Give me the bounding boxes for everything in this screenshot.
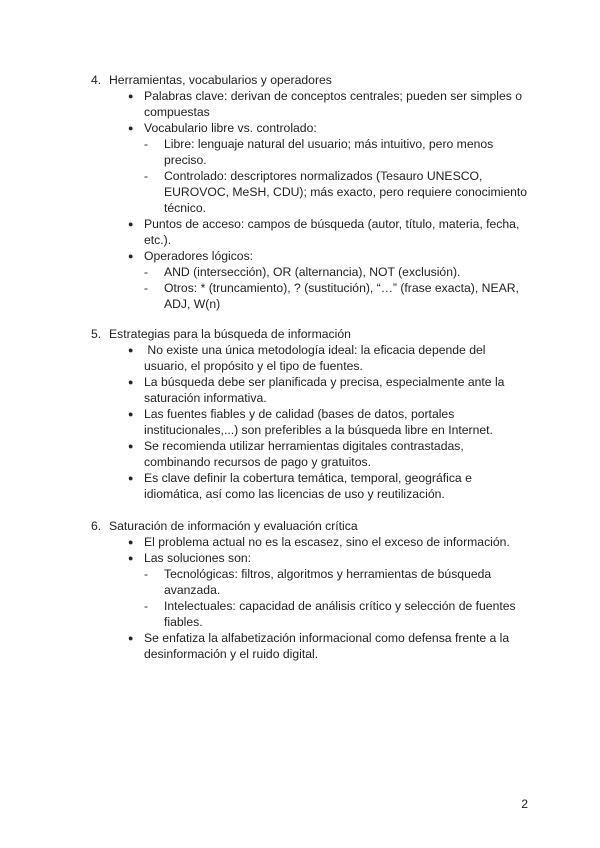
section-number: 4. [91, 73, 102, 87]
section-number: 5. [91, 327, 102, 341]
section-title: Estrategias para la búsqueda de información [109, 327, 351, 341]
dash-icon: - [144, 567, 149, 581]
section-title: Saturación de información y evaluación crítica [109, 519, 358, 533]
list-item: ● El problema actual no es la escasez, sino el exceso de información. [128, 535, 510, 549]
section-title: Herramientas, vocabularios y operadores [109, 73, 332, 87]
bullet-icon: ● [128, 473, 134, 483]
list-item: ● Se recomienda utilizar herramientas digitales contrastadas, combinando recursos de pago y gratuitos. [128, 439, 464, 469]
bullet-icon: ● [128, 377, 134, 387]
section-4 [91, 72, 531, 312]
list-item: ● Las soluciones son: [128, 551, 252, 565]
sub-item: - Otros: * (truncamiento), ? (sustitución), “…” (frase exacta), NEAR, ADJ, W(n) [144, 281, 519, 311]
dash-icon: - [144, 265, 149, 279]
bullet-icon: ● [128, 123, 134, 133]
list-item: ● Operadores lógicos: [128, 249, 254, 263]
list-item: ● Las fuentes fiables y de calidad (bases de datos, portales institucionales,...) son preferibles a la búsqueda libre en Internet. [128, 407, 493, 437]
section-heading [91, 518, 531, 534]
bullet-icon: ● [128, 251, 134, 261]
list-item: ● Palabras clave: derivan de conceptos centrales; pueden ser simples o compuestas [128, 89, 523, 119]
bullet-icon: ● [128, 537, 134, 547]
list-item: ● Vocabulario libre vs. controlado: [128, 121, 317, 135]
dash-icon: - [144, 137, 149, 151]
bullet-icon: ● [128, 409, 134, 419]
page-number: 2 [521, 797, 528, 811]
bullet-icon: ● [128, 441, 134, 451]
section-6 [91, 518, 531, 662]
dash-icon: - [144, 169, 149, 183]
bullet-icon: ● [128, 219, 134, 229]
bullet-icon: ● [128, 91, 134, 101]
bullet-icon: ● [128, 553, 134, 563]
bullet-icon: ● [128, 345, 134, 355]
sub-item: - Tecnológicas: filtros, algoritmos y herramientas de búsqueda avanzada. [144, 567, 492, 597]
sub-item: - Controlado: descriptores normalizados (Tesauro UNESCO, EUROVOC, MeSH, CDU); más exacto, pero requiere conocimiento técnico. [144, 169, 528, 215]
list-item: ● Puntos de acceso: campos de búsqueda (autor, título, materia, fecha, etc.). [128, 217, 520, 247]
section-5 [91, 326, 531, 502]
dash-icon: - [144, 281, 149, 295]
dash-icon: - [144, 599, 149, 613]
list-item: ● La búsqueda debe ser planificada y precisa, especialmente ante la saturación informativa. [128, 375, 505, 405]
sub-item: - Intelectuales: capacidad de análisis crítico y selección de fuentes fiables. [144, 599, 516, 629]
list-item: ● No existe una única metodología ideal: la eficacia depende del usuario, el propósito y el tipo de fuentes. [128, 343, 489, 373]
section-number: 6. [91, 519, 102, 533]
sub-item: - AND (intersección), OR (alternancia), NOT (exclusión). [144, 265, 461, 279]
section-heading [91, 72, 531, 88]
bullet-icon: ● [128, 633, 134, 643]
list-item: ● Se enfatiza la alfabetización informacional como defensa frente a la desinformación y el ruido digital. [128, 631, 510, 661]
section-heading [91, 326, 531, 342]
list-item: ● Es clave definir la cobertura temática, temporal, geográfica e idiomática, así como las licencias de uso y reutilización. [128, 471, 472, 501]
sub-item: - Libre: lenguaje natural del usuario; más intuitivo, pero menos preciso. [144, 137, 494, 167]
